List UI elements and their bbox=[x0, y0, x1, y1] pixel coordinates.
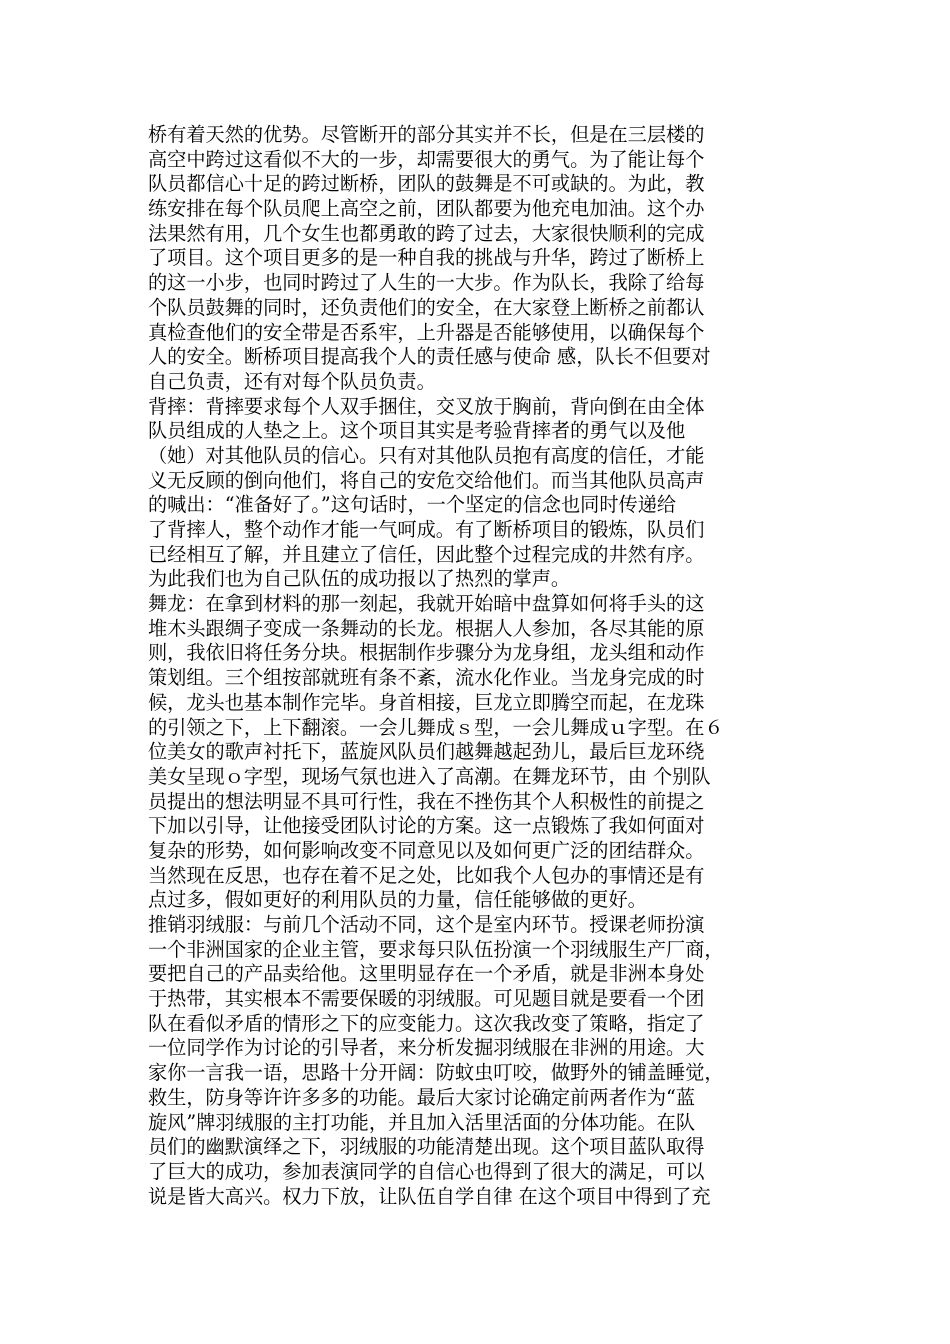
text-line: 自己负责，还有对每个队员负责。 bbox=[148, 369, 436, 393]
text-line: 高空中跨过这看似不大的一步，却需要很大的勇气。为了能让每个 bbox=[148, 147, 705, 171]
paragraph-dragon-dance bbox=[148, 592, 808, 913]
text-line: 说是皆大高兴。权力下放，让队伍自学自律 在这个项目中得到了充 bbox=[148, 1184, 711, 1208]
paragraph-broken-bridge bbox=[148, 123, 808, 395]
text-line: 员们的幽默演绎之下，羽绒服的功能清楚出现。这个项目蓝队取得 bbox=[148, 1135, 705, 1159]
text-line: 队员组成的人垫之上。这个项目其实是考验背摔者的勇气以及他 bbox=[148, 419, 686, 443]
text-line: 队员都信心十足的跨过断桥，团队的鼓舞是不可或缺的。为此，教 bbox=[148, 172, 705, 196]
text-line: （她）对其他队员的信心。只有对其他队员抱有高度的信任，才能 bbox=[148, 443, 705, 467]
text-line: 义无反顾的倒向他们，将自己的安危交给他们。而当其他队员高声 bbox=[148, 468, 705, 492]
text-line: 策划组。三个组按部就班有条不紊，流水化作业。当龙身完成的时 bbox=[148, 666, 705, 690]
text-line: 当然现在反思，也存在着不足之处，比如我个人包办的事情还是有 bbox=[148, 863, 705, 887]
text-line: 的引领之下，上下翻滚。一会儿舞成ｓ型，一会儿舞成ｕ字型。在６ bbox=[148, 715, 724, 739]
text-line: 了巨大的成功，参加表演同学的自信心也得到了很大的满足，可以 bbox=[148, 1159, 705, 1183]
text-line: 了背摔人，整个动作才能一气呵成。有了断桥项目的锻炼，队员们 bbox=[148, 518, 705, 541]
text-line: 真检查他们的安全带是否系牢，上升器是否能够使用，以确保每个 bbox=[148, 320, 705, 344]
paragraph-trust-fall bbox=[148, 395, 808, 593]
text-line: 的这一小步，也同时跨过了人生的一大步。作为队长，我除了给每 bbox=[148, 271, 705, 295]
text-line: 桥有着天然的优势。尽管断开的部分其实并不长，但是在三层楼的 bbox=[148, 123, 705, 146]
text-line: 的喊出：“准备好了。”这句话时，一个坚定的信念也同时传递给 bbox=[148, 493, 677, 517]
text-line: 了项目。这个项目更多的是一种自我的挑战与升华，跨过了断桥上 bbox=[148, 246, 705, 270]
text-line: 队在看似矛盾的情形之下的应变能力。这次我改变了策略，指定了 bbox=[148, 1011, 705, 1035]
text-line: 位美女的歌声衬托下，蓝旋风队员们越舞越起劲儿，最后巨龙环绕 bbox=[148, 740, 705, 764]
text-line: 复杂的形势，如何影响改变不同意见以及如何更广泛的团结群众。 bbox=[148, 838, 705, 862]
text-line: 个队员鼓舞的同时，还负责他们的安全，在大家登上断桥之前都认 bbox=[148, 295, 705, 319]
text-line: 堆木头跟绸子变成一条舞动的长龙。根据人人参加，各尽其能的原 bbox=[148, 616, 705, 640]
text-line: 员提出的想法明显不具可行性，我在不挫伤其个人积极性的前提之 bbox=[148, 789, 705, 813]
text-line: 家你一言我一语，思路十分开阔：防蚊虫叮咬，做野外的铺盖睡觉， bbox=[148, 1061, 724, 1085]
text-line: 下加以引导，让他接受团队讨论的方案。这一点锻炼了我如何面对 bbox=[148, 814, 705, 838]
text-line: 为此我们也为自己队伍的成功报以了热烈的掌声。 bbox=[148, 567, 571, 591]
text-line: 法果然有用，几个女生也都勇敢的跨了过去，大家很快顺利的完成 bbox=[148, 221, 705, 245]
text-line: 一个非洲国家的企业主管，要求每只队伍扮演一个羽绒服生产厂商， bbox=[148, 937, 724, 961]
text-line: 候，龙头也基本制作完毕。身首相接，巨龙立即腾空而起，在龙珠 bbox=[148, 690, 705, 714]
text-line: 背摔：背摔要求每个人双手捆住，交叉放于胸前，背向倒在由全体 bbox=[148, 394, 705, 418]
text-line: 要把自己的产品卖给他。这里明显存在一个矛盾，就是非洲本身处 bbox=[148, 962, 705, 986]
paragraph-selling-down-jackets bbox=[148, 913, 808, 1209]
text-line: 则，我依旧将任务分块。根据制作步骤分为龙身组，龙头组和动作 bbox=[148, 641, 705, 665]
text-line: 舞龙：在拿到材料的那一刻起，我就开始暗中盘算如何将手头的这 bbox=[148, 592, 705, 616]
text-line: 一位同学作为讨论的引导者，来分析发掘羽绒服在非洲的用途。大 bbox=[148, 1036, 705, 1060]
text-line: 已经相互了解，并且建立了信任，因此整个过程完成的井然有序。 bbox=[148, 542, 705, 566]
text-line: 于热带，其实根本不需要保暖的羽绒服。可见题目就是要看一个团 bbox=[148, 987, 705, 1011]
text-line: 人的安全。断桥项目提高我个人的责任感与使命 感，队长不但要对 bbox=[148, 345, 711, 369]
body-text bbox=[148, 123, 808, 1209]
text-line: 美女呈现ｏ字型，现场气氛也进入了高潮。在舞龙环节，由 个别队 bbox=[148, 764, 711, 788]
text-line: 点过多，假如更好的利用队员的力量，信任能够做的更好。 bbox=[148, 888, 647, 912]
text-line: 推销羽绒服：与前几个活动不同，这个是室内环节。授课老师扮演 bbox=[148, 913, 705, 936]
text-line: 练安排在每个队员爬上高空之前，团队都要为他充电加油。这个办 bbox=[148, 197, 705, 221]
text-line: 救生，防身等许许多多的功能。最后大家讨论确定前两者作为“蓝 bbox=[148, 1085, 696, 1109]
text-line: 旋风”牌羽绒服的主打功能，并且加入活里活面的分体功能。在队 bbox=[148, 1110, 696, 1134]
